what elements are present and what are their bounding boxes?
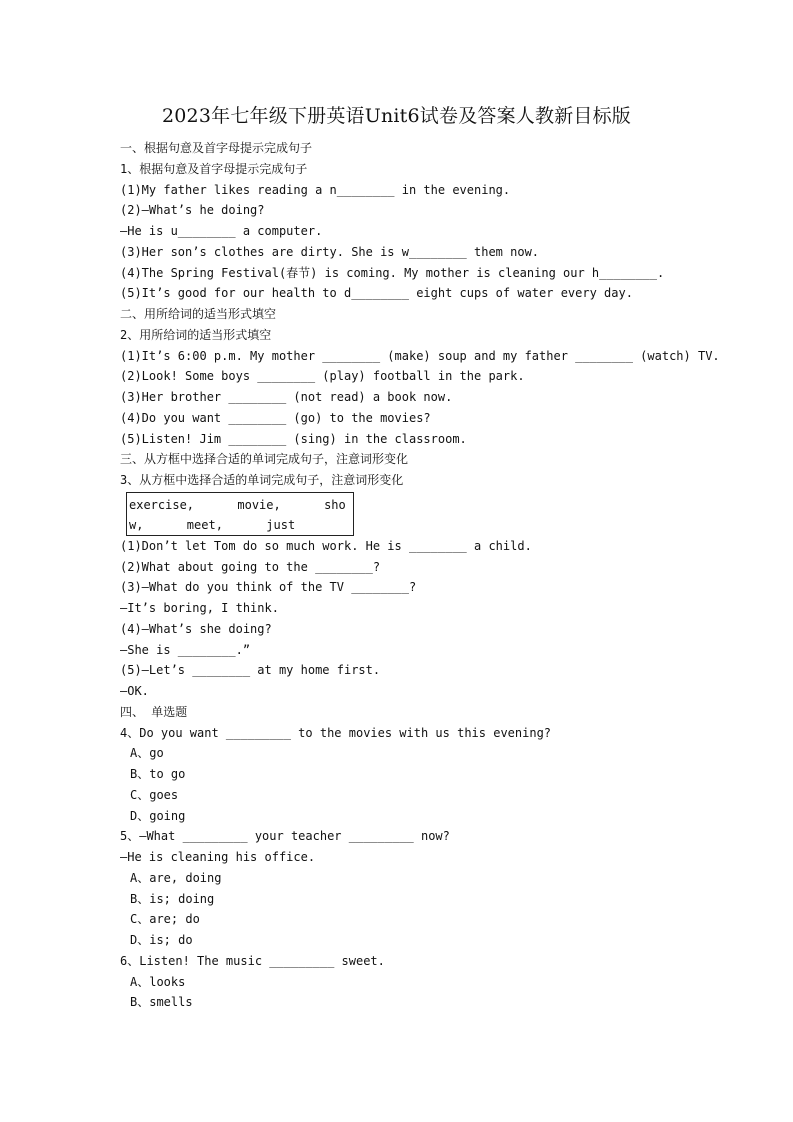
question-line: (5)It’s good for our health to d________ eight cups of water every day. [120,286,633,301]
answer-option: B、smells [130,995,193,1010]
section-heading-4: 四、 单选题 [120,704,188,719]
question-line: (2)What about going to the ________? [120,559,381,574]
question-line: 4、Do you want _________ to the movies with us this evening? [120,725,552,740]
question-line: —It’s boring, I think. [120,601,279,615]
question-line: (4)—What’s she doing? [120,621,272,636]
answer-option: C、are; do [130,912,200,927]
question-line: (3)—What do you think of the TV ________? [120,580,417,595]
question-line: (3)Her brother ________ (not read) a book now. [120,390,453,404]
answer-option: C、goes [130,787,179,802]
question-group-heading-3: 3、从方框中选择合适的单词完成句子，注意词形变化 [120,473,404,487]
question-line: (5)Listen! Jim ________ (sing) in the classroom. [120,431,467,446]
answer-option: B、is; doing [130,891,215,906]
question-line: (4)The Spring Festival(春节) is coming. My mother is cleaning our h________. [120,265,665,280]
word-bank-box [126,492,354,536]
document-body [120,138,740,1013]
answer-option: A、are, doing [130,870,222,885]
answer-option: A、go [130,746,164,761]
question-group-heading-1: 1、根据句意及首字母提示完成句子 [120,161,308,176]
question-line: (2)—What’s he doing? [120,203,265,218]
answer-option: D、going [130,808,186,823]
answer-option: A、looks [130,974,186,989]
question-line: —He is u________ a computer. [120,224,323,238]
question-group-heading-2: 2、用所给词的适当形式填空 [120,327,272,342]
section-heading-2: 二、用所给词的适当形式填空 [120,307,277,321]
document-title: 2023年七年级下册英语Unit6试卷及答案人教新目标版 [161,105,631,127]
question-line: 5、—What _________ your teacher _________ now? [120,829,450,844]
question-line: (2)Look! Some boys ________ (play) football in the park. [120,369,525,384]
word-bank-row: exercise, movie, sho [129,497,346,512]
word-bank-row: w, meet, just [129,517,296,532]
section-heading-3: 三、从方框中选择合适的单词完成句子，注意词形变化 [120,452,409,467]
answer-option: D、is; do [130,933,193,947]
question-line: —OK. [120,684,149,698]
question-line: —She is ________.” [120,642,251,657]
question-line: (4)Do you want ________ (go) to the movies? [120,410,431,425]
question-line: (1)It’s 6:00 p.m. My mother ________ (make) soup and my father ________ (watch) TV. [120,348,720,363]
question-line: (1)My father likes reading a n________ in the evening. [120,182,511,197]
question-line: (5)—Let’s ________ at my home first. [120,663,381,678]
answer-option: B、to go [130,767,186,781]
question-line: (3)Her son’s clothes are dirty. She is w________ them now. [120,244,540,259]
question-line: (1)Don’t let Tom do so much work. He is ________ a child. [120,538,532,553]
question-line: 6、Listen! The music _________ sweet. [120,953,385,968]
question-line: —He is cleaning his office. [120,850,316,864]
section-heading-1: 一、根据句意及首字母提示完成句子 [120,141,313,155]
